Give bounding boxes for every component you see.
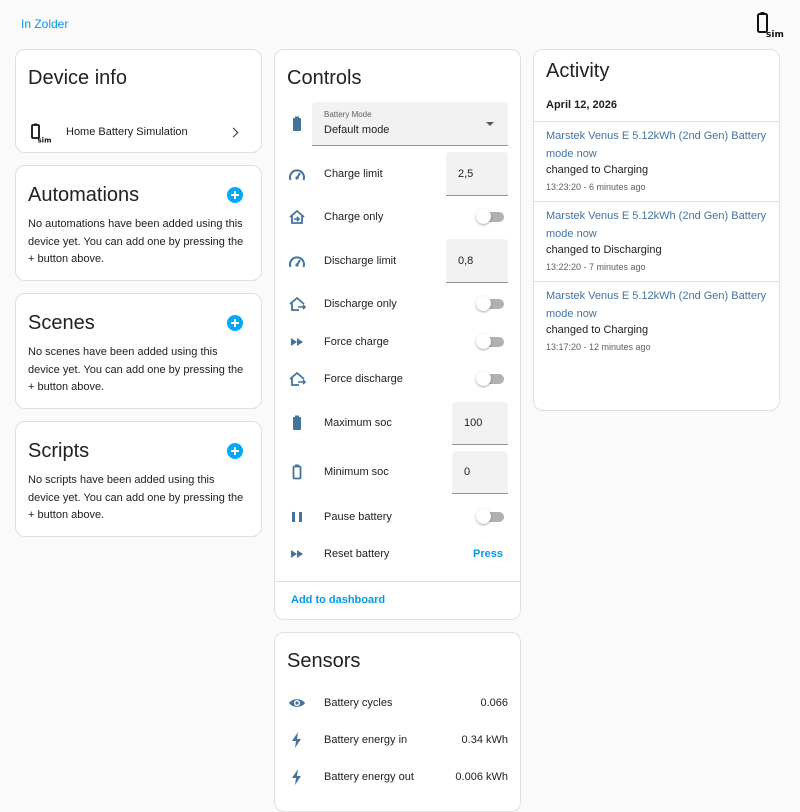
scenes-title: Scenes: [28, 312, 95, 334]
maximum-soc-input[interactable]: [452, 402, 508, 445]
control-row-reset-battery: [275, 542, 520, 566]
scenes-card: [15, 293, 262, 409]
scenes-empty-text: No scenes have been added using this device yet. You can add one by pressing the + button above.: [28, 346, 244, 393]
home-export-icon: [288, 370, 306, 388]
automations-empty-text: No automations have been added using this device yet. You can add one by pressing the + button above.: [28, 218, 244, 265]
top-bar: [0, 0, 800, 48]
force-charge-toggle[interactable]: [478, 337, 504, 347]
control-row-force-charge: [275, 330, 520, 354]
maximum-soc-value: 100: [464, 417, 483, 429]
charge-limit-value: 2,5: [458, 168, 474, 180]
control-row-discharge-limit: [275, 239, 520, 283]
automations-card: [15, 165, 262, 281]
control-label: Force charge: [324, 336, 389, 348]
scripts-card: [15, 421, 262, 537]
force-discharge-toggle[interactable]: [478, 374, 504, 384]
device-name: Home Battery Simulation: [66, 126, 188, 138]
activity-title: Activity: [546, 60, 610, 82]
battery-outline-icon: [288, 463, 306, 481]
control-label: Charge only: [324, 211, 384, 223]
gauge-icon: [288, 166, 306, 184]
svg-text:sim: sim: [37, 136, 52, 145]
battery-sim-icon: [755, 12, 784, 40]
control-label: Reset battery: [324, 548, 390, 560]
activity-entry: [534, 121, 779, 202]
controls-title: Controls: [287, 67, 362, 89]
activity-time: 13:23:20 - 6 minutes ago: [546, 182, 646, 192]
activity-message: changed to Charging: [546, 164, 649, 176]
control-row-charge-only: [275, 205, 520, 229]
sensor-row-battery-energy-out[interactable]: [275, 765, 520, 789]
sensor-label: Battery energy out: [324, 771, 414, 783]
sensor-value: 0.066: [480, 697, 508, 709]
charge-limit-input[interactable]: [446, 152, 508, 196]
control-label: Minimum soc: [324, 466, 389, 478]
sensor-value: 0.006 kWh: [455, 771, 508, 783]
discharge-limit-value: 0,8: [458, 255, 474, 267]
battery-mode-label: Battery Mode: [324, 110, 372, 119]
add-to-dashboard-button[interactable]: Add to dashboard: [291, 594, 386, 606]
control-row-pause-battery: [275, 505, 520, 529]
controls-card: [274, 49, 521, 620]
control-label: Discharge only: [324, 298, 397, 310]
fast-forward-icon: [288, 333, 306, 351]
sensor-label: Battery energy in: [324, 734, 408, 746]
pause-icon: [288, 508, 306, 526]
activity-date: April 12, 2026: [546, 99, 617, 111]
dropdown-arrow-icon: [486, 122, 494, 126]
svg-text:sim: sim: [766, 30, 784, 40]
sensor-row-battery-energy-in[interactable]: [275, 728, 520, 752]
device-info-title: Device info: [28, 67, 127, 89]
activity-entity-link[interactable]: Marstek Venus E 5.12kWh (2nd Gen) Battery mode now: [546, 290, 767, 320]
control-row-force-discharge: [275, 367, 520, 391]
reset-battery-press-button[interactable]: Press: [473, 548, 503, 560]
activity-message: changed to Charging: [546, 324, 649, 336]
control-row-maximum-soc: [275, 402, 520, 446]
area-link[interactable]: In Zolder: [21, 17, 69, 31]
sensor-label: Battery cycles: [324, 697, 393, 709]
battery-sim-icon: [30, 123, 50, 143]
eye-icon: [288, 694, 306, 712]
pause-battery-toggle[interactable]: [478, 512, 504, 522]
charge-only-toggle[interactable]: [478, 212, 504, 222]
scripts-title: Scripts: [28, 440, 90, 462]
battery-icon: [288, 115, 306, 133]
scripts-empty-text: No scripts have been added using this device yet. You can add one by pressing the + button above.: [28, 474, 244, 521]
minimum-soc-input[interactable]: [452, 451, 508, 494]
sensor-value: 0.34 kWh: [461, 734, 508, 746]
activity-time: 13:17:20 - 12 minutes ago: [546, 342, 651, 352]
control-label: Pause battery: [324, 511, 392, 523]
device-info-card: [15, 49, 262, 153]
activity-message: changed to Discharging: [546, 244, 662, 256]
control-label: Charge limit: [324, 168, 383, 180]
divider: [275, 581, 520, 582]
control-row-discharge-only: [275, 292, 520, 316]
battery-icon: [288, 414, 306, 432]
activity-entity-link[interactable]: Marstek Venus E 5.12kWh (2nd Gen) Battery mode now: [546, 130, 767, 160]
automations-title: Automations: [28, 184, 140, 206]
control-label: Maximum soc: [324, 417, 392, 429]
discharge-only-toggle[interactable]: [478, 299, 504, 309]
activity-entry: [534, 281, 779, 362]
home-import-icon: [288, 208, 306, 226]
control-label: Force discharge: [324, 373, 403, 385]
battery-mode-select[interactable]: [312, 102, 508, 146]
add-scene-button[interactable]: [227, 315, 243, 331]
sensors-card: [274, 632, 521, 812]
control-label: Discharge limit: [324, 255, 397, 267]
home-export-icon: [288, 295, 306, 313]
minimum-soc-value: 0: [464, 466, 471, 478]
add-automation-button[interactable]: [227, 187, 243, 203]
device-link-row[interactable]: [16, 116, 261, 150]
activity-time: 13:22:20 - 7 minutes ago: [546, 262, 646, 272]
activity-card: [533, 49, 780, 411]
gauge-icon: [288, 253, 306, 271]
discharge-limit-input[interactable]: [446, 239, 508, 283]
battery-mode-value: Default mode: [324, 124, 390, 136]
activity-entity-link[interactable]: Marstek Venus E 5.12kWh (2nd Gen) Battery mode now: [546, 210, 767, 240]
fast-forward-icon: [288, 545, 306, 563]
control-row-minimum-soc: [275, 451, 520, 495]
sensors-title: Sensors: [287, 650, 361, 672]
flash-icon: [288, 731, 306, 749]
add-script-button[interactable]: [227, 443, 243, 459]
chevron-right-icon: [229, 128, 239, 138]
sensor-row-battery-cycles[interactable]: [275, 691, 520, 715]
flash-icon: [288, 768, 306, 786]
control-row-charge-limit: [275, 152, 520, 196]
activity-entry: [534, 201, 779, 282]
